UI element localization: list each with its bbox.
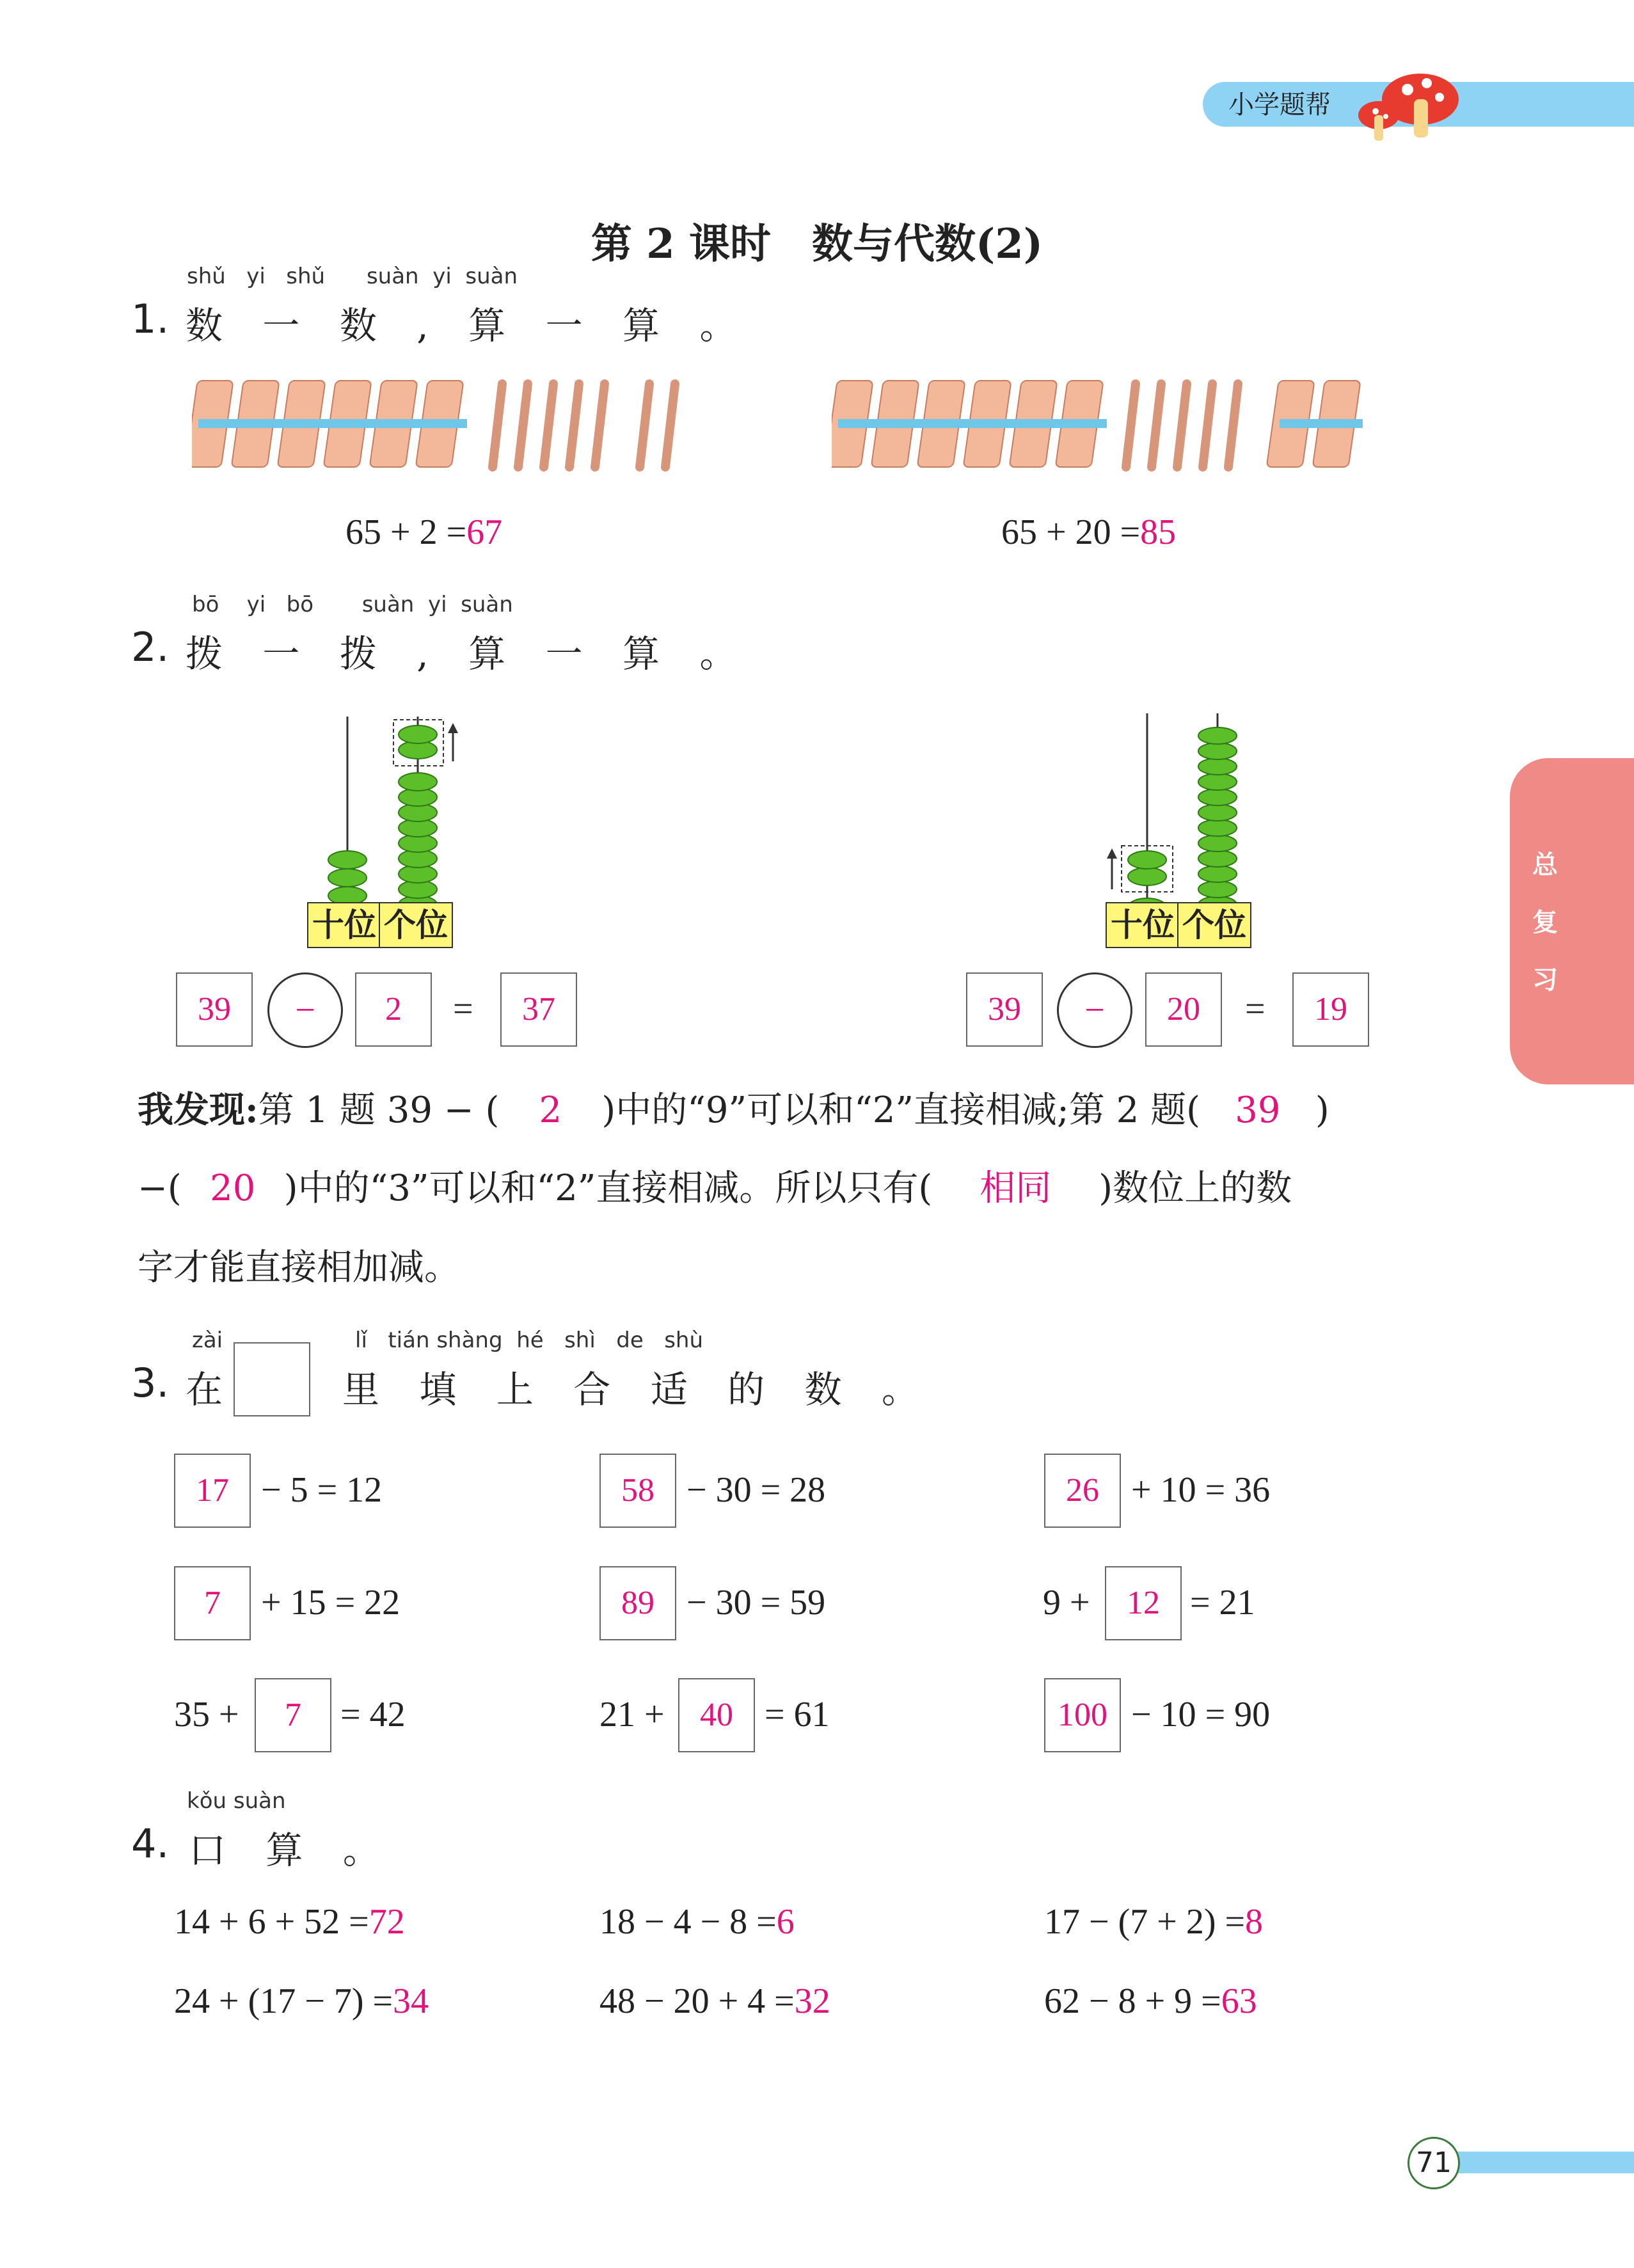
- page-title: 第 2 课时 数与代数(2): [591, 220, 1043, 268]
- q3-answer-box[interactable]: 17: [174, 1454, 251, 1528]
- q3-expression: − 30 = 28: [686, 1470, 826, 1510]
- q2-left-result[interactable]: 37: [500, 972, 577, 1047]
- q3-answer-box[interactable]: 7: [174, 1566, 251, 1640]
- q3-instruction-a: 在: [186, 1368, 237, 1411]
- stick-bundles-right: [832, 374, 1382, 477]
- discovery-blank-4: 相同: [980, 1168, 1052, 1209]
- q3-instruction-b: 里 填 上 合 适 的 数 。: [342, 1368, 933, 1411]
- q4-answer: 8: [1245, 1902, 1264, 1942]
- abacus-left: [307, 704, 486, 921]
- q2-pinyin: bō yi bō suàn yi suàn: [192, 592, 513, 617]
- q3-answer-box[interactable]: 26: [1044, 1454, 1121, 1528]
- ones-place-label: 个位: [379, 902, 453, 948]
- q4-pinyin: kǒu suàn: [187, 1788, 286, 1814]
- discovery-blank-2: 39: [1235, 1090, 1281, 1131]
- q4-answer: 63: [1221, 1981, 1257, 2021]
- q3-answer-box[interactable]: 12: [1105, 1566, 1182, 1640]
- q1-number: 1.: [131, 296, 170, 342]
- ones-place-label: 个位: [1177, 902, 1251, 948]
- q3-answer-box[interactable]: 7: [255, 1678, 331, 1752]
- page-number: 71: [1408, 2137, 1460, 2189]
- q2-left-operator[interactable]: −: [267, 972, 343, 1048]
- discovery-blank-1: 2: [539, 1090, 562, 1131]
- q4-instruction: 口 算 。: [189, 1828, 394, 1872]
- equals-sign: =: [1245, 989, 1265, 1029]
- tens-place-label: 十位: [1106, 902, 1180, 948]
- discovery-line-3: 字才能直接相加减。: [138, 1247, 460, 1289]
- q3-sample-box: [234, 1342, 310, 1416]
- q4-expression: 48 − 20 + 4 =32: [599, 1981, 830, 2021]
- tens-place-label: 十位: [307, 902, 381, 948]
- q4-expression: 62 − 8 + 9 =63: [1044, 1981, 1257, 2021]
- side-tab-char: 复: [1532, 908, 1558, 937]
- q3-expression: = 61: [765, 1695, 830, 1734]
- q4-answer: 34: [393, 1981, 429, 2021]
- q4-answer: 72: [369, 1902, 405, 1942]
- q4-answer: 32: [794, 1981, 830, 2021]
- side-tab-char: 总: [1532, 850, 1558, 880]
- mushroom-icon: [1350, 51, 1465, 147]
- q4-expression: 18 − 4 − 8 =6: [599, 1902, 795, 1942]
- q1-left-answer: 67: [466, 512, 503, 552]
- q3-pinyin-a: zài: [192, 1328, 223, 1353]
- q2-right-result[interactable]: 19: [1292, 972, 1369, 1047]
- q3-answer-box[interactable]: 100: [1044, 1678, 1121, 1752]
- q2-left-operand-a[interactable]: 39: [176, 972, 253, 1047]
- q1-pinyin: shǔ yi shǔ suàn yi suàn: [187, 264, 518, 289]
- q3-expression-prefix: 21 +: [599, 1695, 665, 1734]
- q3-answer-box[interactable]: 40: [678, 1678, 755, 1752]
- equals-sign: =: [453, 989, 473, 1029]
- q3-pinyin-b: lǐ tián shàng hé shì de shù: [355, 1328, 703, 1353]
- brand-name: 小学题帮: [1228, 90, 1331, 120]
- q1-right-answer: 85: [1140, 512, 1177, 552]
- q1-instruction: 数 一 数 , 算 一 算 。: [186, 304, 751, 347]
- q3-expression-prefix: 35 +: [174, 1695, 239, 1734]
- q3-expression: = 21: [1190, 1583, 1255, 1622]
- q3-expression: − 30 = 59: [686, 1583, 826, 1622]
- q3-expression-prefix: 9 +: [1043, 1583, 1090, 1622]
- q2-right-operand-b[interactable]: 20: [1145, 972, 1222, 1047]
- q4-answer: 6: [776, 1902, 795, 1942]
- q3-expression: − 5 = 12: [261, 1470, 383, 1510]
- q3-expression: = 42: [340, 1695, 406, 1734]
- q3-answer-box[interactable]: 58: [599, 1454, 676, 1528]
- q2-right-operator[interactable]: −: [1057, 972, 1132, 1048]
- abacus-right: [1088, 704, 1267, 921]
- discovery-label: 我发现:: [138, 1089, 258, 1131]
- q1-right-equation: 65 + 20 =85: [1001, 512, 1177, 552]
- page-number-bar: [1440, 2152, 1634, 2173]
- chapter-side-tab: [1510, 758, 1634, 1084]
- q4-number: 4.: [131, 1820, 170, 1867]
- q1-left-equation: 65 + 2 =67: [345, 512, 503, 552]
- q2-number: 2.: [131, 624, 170, 670]
- q3-expression: + 15 = 22: [261, 1583, 401, 1622]
- q4-expression: 14 + 6 + 52 =72: [174, 1902, 405, 1942]
- q4-expression: 24 + (17 − 7) =34: [174, 1981, 429, 2021]
- discovery-blank-3: 20: [210, 1168, 256, 1209]
- q2-instruction: 拨 一 拨 , 算 一 算 。: [186, 632, 751, 676]
- stick-bundles-left: [192, 374, 697, 477]
- q2-left-operand-b[interactable]: 2: [355, 972, 432, 1047]
- q3-expression: + 10 = 36: [1131, 1470, 1271, 1510]
- discovery-line-1: 我发现:第 1 题 39 − ( 2 )中的“9”可以和“2”直接相减;第 2 题( 39 ): [138, 1089, 1329, 1131]
- q3-expression: − 10 = 90: [1131, 1695, 1271, 1734]
- q3-answer-box[interactable]: 89: [599, 1566, 676, 1640]
- discovery-line-2: −( 20 )中的“3”可以和“2”直接相减。所以只有( 相同 )数位上的数: [138, 1168, 1292, 1209]
- q3-number: 3.: [131, 1360, 170, 1406]
- q2-right-operand-a[interactable]: 39: [966, 972, 1043, 1047]
- q4-expression: 17 − (7 + 2) =8: [1044, 1902, 1264, 1942]
- side-tab-char: 习: [1532, 965, 1558, 995]
